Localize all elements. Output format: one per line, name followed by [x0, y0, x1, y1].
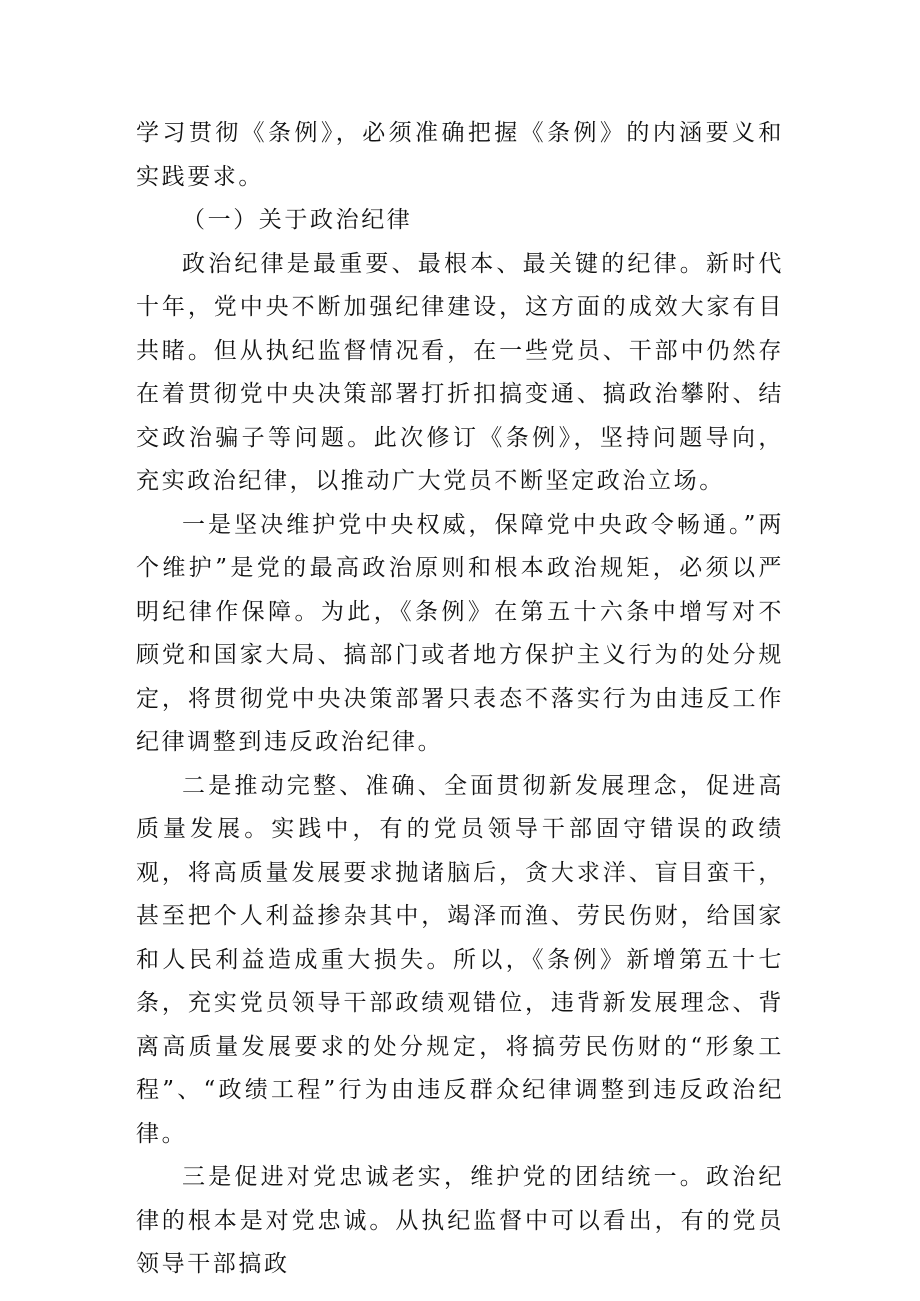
section-heading: （一）关于政治纪律	[182, 207, 413, 233]
body-paragraph: 二是推动完整、准确、全面贯彻新发展理念，促进高质量发展。实践中，有的党员领导干部固守错误的政绩观，将高质量发展要求抛诸脑后，贪大求洋、盲目蛮干，甚至把个人利益掺杂其中，竭泽而渔、劳民伤财，给国家和人民利益造成重大损失。所以，《条例》新增第五十七条，充实党员领导干部政绩观错位，违背新发展理念、背离高质量发展要求的处分规定，将搞劳民伤财的“形象工程”、“政绩工程”行为由违反群众纪律调整到违反政治纪律。	[136, 772, 784, 1147]
body-paragraph: 三是促进对党忠诚老实，维护党的团结统一。政治纪律的根本是对党忠诚。从执纪监督中可以看出，有的党员领导干部搞政	[136, 1164, 784, 1277]
body-paragraph: 一是坚决维护党中央权威，保障党中央政令畅通。”两个维护”是党的最高政治原则和根本政治规矩，必须以严明纪律作保障。为此，《条例》在第五十六条中增写对不顾党和国家大局、搞部门或者地方保护主义行为的处分规定，将贯彻党中央决策部署只表态不落实行为由违反工作纪律调整到违反政治纪律。	[136, 511, 784, 755]
body-paragraph: 政治纪律是最重要、最根本、最关键的纪律。新时代十年，党中央不断加强纪律建设，这方面的成效大家有目共睹。但从执纪监督情况看，在一些党员、干部中仍然存在着贯彻党中央决策部署打折扣搞变通、搞政治攀附、结交政治骗子等问题。此次修订《条例》，坚持问题导向，充实政治纪律，以推动广大党员不断坚定政治立场。	[136, 250, 784, 494]
intro-paragraph: 学习贯彻《条例》，必须准确把握《条例》的内涵要义和实践要求。	[136, 120, 784, 190]
